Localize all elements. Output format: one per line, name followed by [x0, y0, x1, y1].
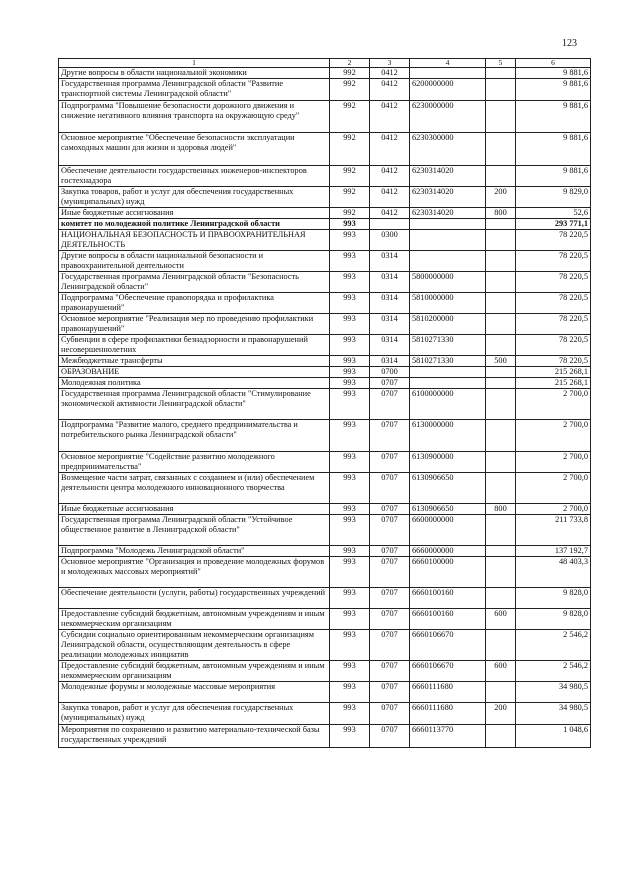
row-target-code: 6660100160 — [410, 609, 486, 630]
row-amount: 9 881,6 — [516, 68, 591, 79]
row-ministry-code: 992 — [330, 166, 370, 187]
row-expense-type — [486, 420, 516, 452]
row-ministry-code: 993 — [330, 293, 370, 314]
row-name: Возмещение части затрат, связанных с созданием и (или) обеспечением деятельности центра молодежного инновационного творчества — [59, 473, 330, 504]
row-expense-type: 600 — [486, 661, 516, 682]
row-target-code: 5810000000 — [410, 293, 486, 314]
row-section-code: 0707 — [370, 609, 410, 630]
row-target-code: 6130000000 — [410, 420, 486, 452]
table-row — [59, 230, 591, 251]
row-target-code — [410, 219, 486, 230]
row-section-code: 0707 — [370, 389, 410, 420]
row-section-code: 0707 — [370, 515, 410, 546]
row-amount: 34 980,5 — [516, 703, 591, 725]
table-row — [59, 208, 591, 219]
row-target-code: 6130900000 — [410, 452, 486, 473]
row-amount: 48 403,3 — [516, 557, 591, 588]
row-name: Подпрограмма "Развитие малого, среднего предпринимательства и потребительского рынка Ленинградской области" — [59, 420, 330, 452]
row-section-code: 0707 — [370, 588, 410, 609]
row-amount: 9 881,6 — [516, 166, 591, 187]
row-ministry-code: 992 — [330, 101, 370, 133]
row-amount: 215 268,1 — [516, 378, 591, 389]
table-row — [59, 389, 591, 420]
table-row — [59, 661, 591, 682]
row-amount: 1 048,6 — [516, 725, 591, 748]
row-name: Межбюджетные трансферты — [59, 356, 330, 367]
row-amount: 293 771,1 — [516, 219, 591, 230]
col-3-header: 3 — [370, 59, 410, 68]
row-amount: 2 700,0 — [516, 473, 591, 504]
row-amount: 137 192,7 — [516, 546, 591, 557]
row-ministry-code: 993 — [330, 504, 370, 515]
row-section-code: 0707 — [370, 452, 410, 473]
row-expense-type: 500 — [486, 356, 516, 367]
row-name: Предоставление субсидий бюджетным, автономным учреждениям и иным некоммерческим организациям — [59, 661, 330, 682]
row-amount: 78 220,5 — [516, 272, 591, 293]
row-target-code — [410, 367, 486, 378]
row-ministry-code: 993 — [330, 473, 370, 504]
row-ministry-code: 993 — [330, 452, 370, 473]
row-target-code — [410, 68, 486, 79]
row-name: Другие вопросы в области национальной безопасности и правоохранительной деятельности — [59, 251, 330, 272]
row-amount: 2 700,0 — [516, 504, 591, 515]
table-row — [59, 557, 591, 588]
row-section-code: 0700 — [370, 367, 410, 378]
row-amount: 2 700,0 — [516, 389, 591, 420]
table-row — [59, 630, 591, 661]
row-ministry-code: 993 — [330, 230, 370, 251]
row-ministry-code: 993 — [330, 420, 370, 452]
col-6-header: 6 — [516, 59, 591, 68]
row-ministry-code: 992 — [330, 133, 370, 166]
row-target-code: 5800000000 — [410, 272, 486, 293]
row-amount: 2 700,0 — [516, 452, 591, 473]
row-name: комитет по молодежной политике Ленинградской области — [59, 219, 330, 230]
row-name: Субсидии социально ориентированным некоммерческим организациям Ленинградской области, осуществляющим деятельность в сфере реализации молодежных инициатив — [59, 630, 330, 661]
row-section-code: 0412 — [370, 133, 410, 166]
row-name: Субвенции в сфере профилактики безнадзорности и правонарушений несовершеннолетних — [59, 335, 330, 356]
row-expense-type — [486, 682, 516, 703]
table-row — [59, 101, 591, 133]
row-target-code: 6660113770 — [410, 725, 486, 748]
row-section-code: 0707 — [370, 725, 410, 748]
row-target-code: 6660111680 — [410, 703, 486, 725]
row-expense-type — [486, 452, 516, 473]
row-section-code: 0707 — [370, 630, 410, 661]
row-section-code: 0707 — [370, 557, 410, 588]
row-name: Иные бюджетные ассигнования — [59, 208, 330, 219]
row-section-code: 0314 — [370, 272, 410, 293]
row-expense-type: 200 — [486, 703, 516, 725]
table-row — [59, 272, 591, 293]
row-section-code: 0314 — [370, 293, 410, 314]
row-expense-type: 800 — [486, 504, 516, 515]
row-section-code: 0707 — [370, 682, 410, 703]
row-amount: 78 220,5 — [516, 293, 591, 314]
table-row — [59, 515, 591, 546]
row-section-code: 0412 — [370, 68, 410, 79]
row-expense-type — [486, 101, 516, 133]
row-amount: 9 828,0 — [516, 588, 591, 609]
row-ministry-code: 993 — [330, 609, 370, 630]
row-target-code: 5810271330 — [410, 335, 486, 356]
table-row — [59, 609, 591, 630]
row-ministry-code: 993 — [330, 588, 370, 609]
row-ministry-code: 993 — [330, 546, 370, 557]
row-expense-type — [486, 515, 516, 546]
table-row — [59, 682, 591, 703]
row-name: Подпрограмма "Обеспечение правопорядка и профилактика правонарушений" — [59, 293, 330, 314]
row-expense-type — [486, 630, 516, 661]
row-ministry-code: 993 — [330, 703, 370, 725]
row-amount: 52,6 — [516, 208, 591, 219]
row-name: Закупка товаров, работ и услуг для обеспечения государственных (муниципальных) нужд — [59, 187, 330, 208]
row-expense-type — [486, 473, 516, 504]
row-name: Основное мероприятие "Содействие развитию молодежного предпринимательства" — [59, 452, 330, 473]
row-amount: 9 881,6 — [516, 101, 591, 133]
table-row — [59, 133, 591, 166]
row-section-code: 0707 — [370, 661, 410, 682]
row-ministry-code: 993 — [330, 682, 370, 703]
row-section-code: 0314 — [370, 314, 410, 335]
row-name: Подпрограмма "Повышение безопасности дорожного движения и снижение негативного влияния транспорта на окружающую среду" — [59, 101, 330, 133]
row-target-code: 5810271330 — [410, 356, 486, 367]
row-amount: 211 733,8 — [516, 515, 591, 546]
row-ministry-code: 992 — [330, 79, 370, 101]
table-row — [59, 588, 591, 609]
row-target-code: 6660111680 — [410, 682, 486, 703]
row-target-code: 6230314020 — [410, 166, 486, 187]
row-target-code: 6230000000 — [410, 101, 486, 133]
row-name: ОБРАЗОВАНИЕ — [59, 367, 330, 378]
row-expense-type — [486, 557, 516, 588]
row-section-code: 0314 — [370, 356, 410, 367]
row-expense-type — [486, 251, 516, 272]
row-expense-type — [486, 219, 516, 230]
row-amount: 78 220,5 — [516, 314, 591, 335]
row-expense-type — [486, 725, 516, 748]
row-section-code: 0707 — [370, 703, 410, 725]
row-section-code: 0300 — [370, 230, 410, 251]
row-name: Основное мероприятие "Организация и проведение молодежных форумов и молодежных массовых мероприятий" — [59, 557, 330, 588]
row-name: Основное мероприятие "Реализация мер по проведению профилактики правонарушений" — [59, 314, 330, 335]
table-row — [59, 378, 591, 389]
row-target-code: 6130906650 — [410, 473, 486, 504]
row-section-code: 0314 — [370, 335, 410, 356]
row-expense-type: 600 — [486, 609, 516, 630]
row-expense-type — [486, 588, 516, 609]
row-name: Подпрограмма "Молодежь Ленинградской области" — [59, 546, 330, 557]
row-section-code: 0707 — [370, 473, 410, 504]
row-name: Обеспечение деятельности государственных инженеров-инспекторов гостехнадзора — [59, 166, 330, 187]
col-2-header: 2 — [330, 59, 370, 68]
row-name: Основное мероприятие "Обеспечение безопасности эксплуатации самоходных машин для жизни и здоровья людей" — [59, 133, 330, 166]
row-section-code: 0314 — [370, 251, 410, 272]
table-row — [59, 703, 591, 725]
row-target-code: 6230300000 — [410, 133, 486, 166]
row-amount: 78 220,5 — [516, 230, 591, 251]
table-row — [59, 725, 591, 748]
table-row — [59, 293, 591, 314]
row-ministry-code: 993 — [330, 251, 370, 272]
table-row — [59, 314, 591, 335]
row-expense-type — [486, 79, 516, 101]
row-name: Другие вопросы в области национальной экономики — [59, 68, 330, 79]
row-ministry-code: 992 — [330, 68, 370, 79]
row-name: Молодежная политика — [59, 378, 330, 389]
table-row — [59, 219, 591, 230]
row-expense-type — [486, 378, 516, 389]
row-amount: 2 546,2 — [516, 661, 591, 682]
row-expense-type — [486, 293, 516, 314]
row-name: Государственная программа Ленинградской области "Развитие транспортной системы Ленинградской области" — [59, 79, 330, 101]
row-section-code: 0412 — [370, 79, 410, 101]
row-section-code: 0412 — [370, 166, 410, 187]
table-row — [59, 420, 591, 452]
row-name: Обеспечение деятельности (услуги, работы) государственных учреждений — [59, 588, 330, 609]
col-5-header: 5 — [486, 59, 516, 68]
row-amount: 78 220,5 — [516, 356, 591, 367]
row-ministry-code: 992 — [330, 187, 370, 208]
row-name: Государственная программа Ленинградской области "Стимулирование экономической активности Ленинградской области" — [59, 389, 330, 420]
col-4-header: 4 — [410, 59, 486, 68]
row-ministry-code: 993 — [330, 219, 370, 230]
row-amount: 9 828,0 — [516, 609, 591, 630]
row-name: Предоставление субсидий бюджетным, автономным учреждениям и иным некоммерческим организациям — [59, 609, 330, 630]
row-section-code: 0412 — [370, 187, 410, 208]
row-expense-type — [486, 133, 516, 166]
row-amount: 2 546,2 — [516, 630, 591, 661]
row-name: Государственная программа Ленинградской области "Устойчивое общественное развитие в Ленинградской области" — [59, 515, 330, 546]
row-ministry-code: 993 — [330, 630, 370, 661]
row-amount: 34 980,5 — [516, 682, 591, 703]
row-ministry-code: 993 — [330, 725, 370, 748]
row-section-code: 0412 — [370, 101, 410, 133]
row-expense-type: 200 — [486, 187, 516, 208]
table-row — [59, 335, 591, 356]
row-expense-type — [486, 367, 516, 378]
row-target-code: 6200000000 — [410, 79, 486, 101]
row-ministry-code: 993 — [330, 378, 370, 389]
row-target-code: 6130906650 — [410, 504, 486, 515]
table-row — [59, 187, 591, 208]
table-row — [59, 452, 591, 473]
row-section-code: 0707 — [370, 420, 410, 452]
row-name: Закупка товаров, работ и услуг для обеспечения государственных (муниципальных) нужд — [59, 703, 330, 725]
row-amount: 215 268,1 — [516, 367, 591, 378]
row-target-code: 6660100000 — [410, 557, 486, 588]
row-target-code: 6100000000 — [410, 389, 486, 420]
table-row — [59, 166, 591, 187]
row-amount: 9 881,6 — [516, 79, 591, 101]
row-target-code — [410, 251, 486, 272]
row-target-code — [410, 378, 486, 389]
row-amount: 78 220,5 — [516, 251, 591, 272]
row-target-code: 6660106670 — [410, 630, 486, 661]
row-section-code — [370, 219, 410, 230]
table-row — [59, 504, 591, 515]
page-number: 123 — [562, 38, 577, 49]
table-row — [59, 546, 591, 557]
row-ministry-code: 993 — [330, 356, 370, 367]
row-expense-type — [486, 166, 516, 187]
row-expense-type — [486, 68, 516, 79]
row-amount: 9 881,6 — [516, 133, 591, 166]
row-ministry-code: 993 — [330, 515, 370, 546]
row-section-code: 0707 — [370, 504, 410, 515]
row-name: Молодежные форумы и молодежные массовые мероприятия — [59, 682, 330, 703]
row-target-code: 6660106670 — [410, 661, 486, 682]
row-name: НАЦИОНАЛЬНАЯ БЕЗОПАСНОСТЬ И ПРАВООХРАНИТЕЛЬНАЯ ДЕЯТЕЛЬНОСТЬ — [59, 230, 330, 251]
row-expense-type: 800 — [486, 208, 516, 219]
budget-table — [58, 58, 591, 748]
table-row — [59, 356, 591, 367]
row-section-code: 0707 — [370, 546, 410, 557]
row-target-code: 6660000000 — [410, 546, 486, 557]
table-row — [59, 367, 591, 378]
row-ministry-code: 993 — [330, 335, 370, 356]
row-ministry-code: 993 — [330, 389, 370, 420]
row-name: Иные бюджетные ассигнования — [59, 504, 330, 515]
table-row — [59, 79, 591, 101]
row-target-code: 6230314020 — [410, 208, 486, 219]
row-amount: 9 829,0 — [516, 187, 591, 208]
row-amount: 2 700,0 — [516, 420, 591, 452]
row-target-code: 6230314020 — [410, 187, 486, 208]
row-ministry-code: 993 — [330, 661, 370, 682]
row-expense-type — [486, 389, 516, 420]
row-target-code: 6600000000 — [410, 515, 486, 546]
row-expense-type — [486, 546, 516, 557]
row-section-code: 0707 — [370, 378, 410, 389]
table-row — [59, 473, 591, 504]
row-target-code: 5810200000 — [410, 314, 486, 335]
row-ministry-code: 993 — [330, 272, 370, 293]
row-ministry-code: 993 — [330, 367, 370, 378]
column-number-row — [59, 59, 591, 68]
row-target-code — [410, 230, 486, 251]
row-ministry-code: 993 — [330, 557, 370, 588]
row-name: Мероприятия по сохранению и развитию материально-технической базы государственных учреждений — [59, 725, 330, 748]
table-row — [59, 251, 591, 272]
row-expense-type — [486, 230, 516, 251]
row-ministry-code: 992 — [330, 208, 370, 219]
row-expense-type — [486, 335, 516, 356]
row-target-code: 6660100160 — [410, 588, 486, 609]
row-section-code: 0412 — [370, 208, 410, 219]
table-row — [59, 68, 591, 79]
row-ministry-code: 993 — [330, 314, 370, 335]
row-name: Государственная программа Ленинградской области "Безопасность Ленинградской области" — [59, 272, 330, 293]
row-amount: 78 220,5 — [516, 335, 591, 356]
row-expense-type — [486, 272, 516, 293]
col-1-header: 1 — [59, 59, 330, 68]
row-expense-type — [486, 314, 516, 335]
